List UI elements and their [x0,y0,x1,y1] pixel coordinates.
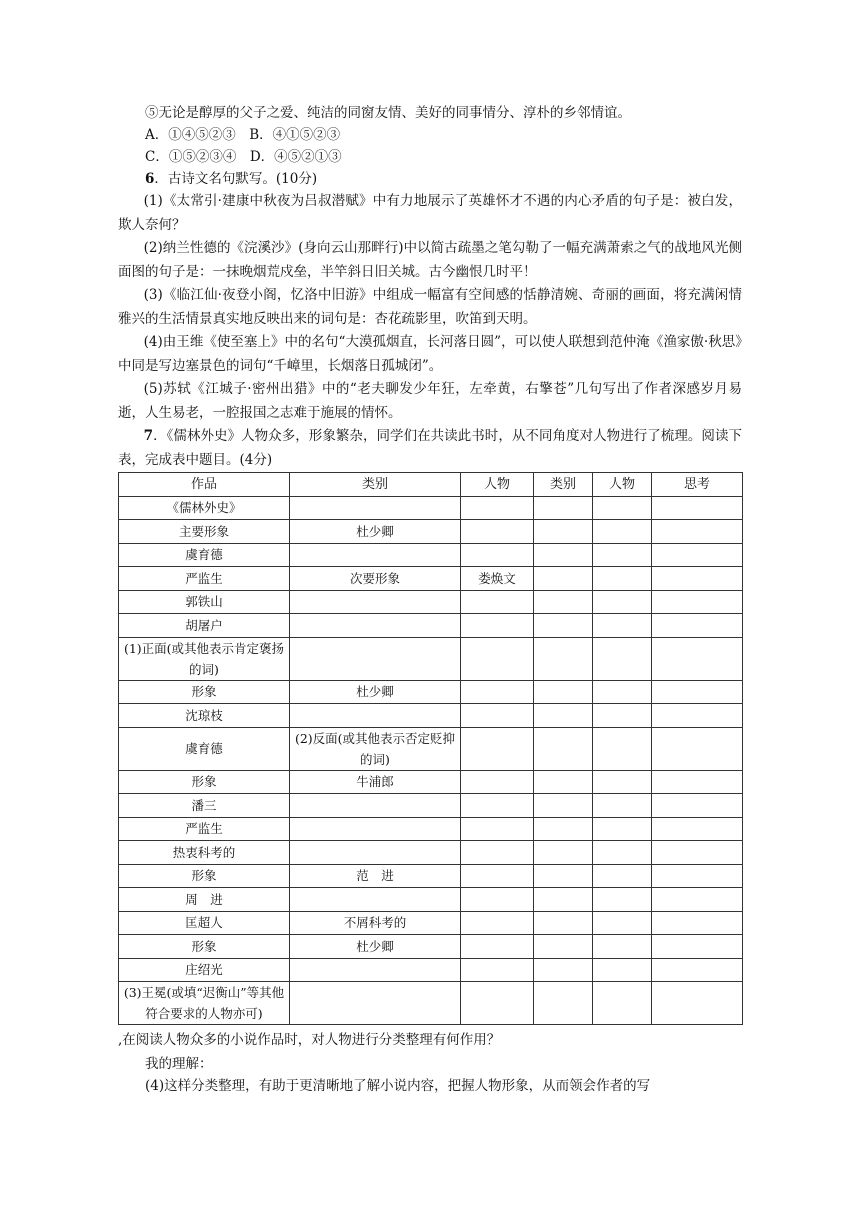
table-cell [652,727,743,770]
table-cell [290,637,461,680]
table-row [119,935,743,959]
table-cell [652,911,743,935]
q6-item-1: (1)《太常引·建康中秋夜为吕叔潜赋》中有力地展示了英雄怀才不遇的内心矛盾的句子是：被白发，欺人奈何？ [118,193,742,233]
table-cell [534,864,593,888]
table-cell: 不屑科考的 [290,911,461,935]
table-cell [593,982,652,1025]
q5-options-ab: A．①④⑤②③ B．④①⑤②③ [145,127,341,143]
answer-4: (4)这样分类整理，有助于更清晰地了解小说内容，把握人物形象，从而领会作者的写 [145,1077,651,1094]
table-cell [593,680,652,704]
table-cell [461,590,534,614]
table-cell [593,590,652,614]
table-cell: (2)反面(或其他表示否定贬抑的词) [290,727,461,770]
table-cell [534,590,593,614]
table-cell [593,794,652,818]
table-row [119,794,743,818]
table-cell: 形象 [119,680,290,704]
table-row [119,864,743,888]
table-cell: 匡超人 [119,911,290,935]
table-cell [534,982,593,1025]
table-cell [593,935,652,959]
table-cell [461,794,534,818]
table-cell [534,520,593,544]
table-cell [461,935,534,959]
table-cell [652,614,743,638]
table-cell: 虞育德 [119,727,290,770]
table-cell [534,637,593,680]
table-cell [461,520,534,544]
table-cell [652,590,743,614]
table-row [119,637,743,680]
table-cell [461,704,534,728]
table-cell [461,982,534,1025]
table-cell [593,841,652,865]
table-row [119,567,743,591]
table-cell [534,911,593,935]
characters-table [118,472,743,1025]
table-cell [534,680,593,704]
table-cell: 庄绍光 [119,958,290,982]
table-header-cell: 类别 [534,473,593,497]
table-cell [290,794,461,818]
table-row [119,817,743,841]
q6-item-4: (4)由王维《使至塞上》中的名句“大漠孤烟直，长河落日圆”，可以使人联想到范仲淹《渔家傲·秋思》中同是写边塞景色的词句“千嶂里，长烟落日孤城闭”。 [118,334,742,374]
table-cell [534,543,593,567]
table-cell [652,543,743,567]
table-cell [652,567,743,591]
table-cell [652,958,743,982]
table-cell [652,520,743,544]
table-cell [534,704,593,728]
table-cell [534,614,593,638]
table-cell: (1)正面(或其他表示肯定褒扬的词) [119,637,290,680]
q5-item5: ⑤无论是醇厚的父子之爱、纯洁的同窗友情、美好的同事情分、淳朴的乡邻情谊。 [145,105,631,121]
table-cell [290,982,461,1025]
table-row [119,520,743,544]
table-cell [652,864,743,888]
table-body [119,496,743,1025]
q7-number: 7 [143,428,154,444]
table-cell: 杜少卿 [290,520,461,544]
table-cell [461,680,534,704]
table-cell: 杜少卿 [290,935,461,959]
table-cell: 严监生 [119,567,290,591]
table-cell [534,770,593,794]
table-header-cell: 人物 [593,473,652,497]
table-cell [290,496,461,520]
table-cell [461,770,534,794]
table-cell [461,637,534,680]
table-row [119,614,743,638]
table-cell [290,543,461,567]
table-cell [593,704,652,728]
table-header-cell: 作品 [119,473,290,497]
after-table-question: ,在阅读人物众多的小说作品时，对人物进行分类整理有何作用？ [118,1032,501,1048]
table-row [119,590,743,614]
table-cell [652,888,743,912]
table-cell [593,958,652,982]
table-cell [461,496,534,520]
table-cell [652,496,743,520]
table-cell [593,614,652,638]
table-cell [290,590,461,614]
table-row [119,496,743,520]
table-cell [652,770,743,794]
table-cell [534,958,593,982]
table-cell [593,496,652,520]
q6-heading [118,168,742,190]
q6-number: 6 [145,171,155,187]
table-cell: 形象 [119,864,290,888]
table-cell [534,888,593,912]
table-cell [461,888,534,912]
q7-heading [118,425,742,472]
table-cell [534,817,593,841]
table-header-cell: 类别 [290,473,461,497]
table-cell: 次要形象 [290,567,461,591]
table-row [119,911,743,935]
table-cell [534,935,593,959]
table-cell [652,817,743,841]
table-row [119,543,743,567]
table-cell [652,680,743,704]
table-cell [593,543,652,567]
table-cell [534,841,593,865]
table-cell [652,704,743,728]
q6-title: ．古诗文名句默写。(10分) [154,171,318,187]
table-cell: 周 进 [119,888,290,912]
table-cell: 主要形象 [119,520,290,544]
table-cell: 虞育德 [119,543,290,567]
document-page [118,102,742,1097]
q6-item-5: (5)苏轼《江城子·密州出猎》中的“老夫聊发少年狂，左牵黄，右擎苍”几句写出了作者深感岁月易逝，人生易老，一腔报国之志难于施展的情怀。 [118,381,742,421]
table-cell [652,794,743,818]
table-cell [461,543,534,567]
q7-title: ．《儒林外史》人物众多，形象繁杂，同学们在共读此书时，从不同角度对人物进行了梳理。阅读下表，完成表中题目。(4分) [118,428,742,468]
table-cell: 胡屠户 [119,614,290,638]
table-row [119,704,743,728]
table-cell [652,637,743,680]
table-row [119,982,743,1025]
table-cell [461,727,534,770]
table-cell [461,817,534,841]
table-row [119,958,743,982]
table-cell: 范 进 [290,864,461,888]
table-cell [290,614,461,638]
table-cell [461,864,534,888]
table-cell [593,911,652,935]
table-cell [593,770,652,794]
q5-options-cd: C．①⑤②③④ D．④⑤②①③ [145,149,342,165]
table-cell [290,817,461,841]
table-cell [461,614,534,638]
table-cell [652,935,743,959]
q6-item-3: (3)《临江仙·夜登小阁，忆洛中旧游》中组成一幅富有空间感的恬静清婉、奇丽的画面，将充满闲情雅兴的生活情景真实地反映出来的词句是：杏花疏影里，吹笛到天明。 [118,287,742,327]
table-cell [593,817,652,841]
my-understanding-label: 我的理解： [145,1055,213,1072]
table-cell: 形象 [119,770,290,794]
table-cell [593,520,652,544]
q6-item-2: (2)纳兰性德的《浣溪沙》(身向云山那畔行)中以简古疏墨之笔勾勒了一幅充满萧索之气的战地风光侧面图的句子是：一抹晚烟荒戍垒，半竿斜日旧关城。古今幽恨几时平！ [118,240,742,280]
table-cell: 热衷科考的 [119,841,290,865]
table-cell: 沈琼枝 [119,704,290,728]
table-cell: 牛浦郎 [290,770,461,794]
table-cell [290,888,461,912]
table-cell [593,727,652,770]
table-cell [652,982,743,1025]
table-cell: 娄焕文 [461,567,534,591]
table-cell [593,567,652,591]
table-cell [534,794,593,818]
table-row [119,841,743,865]
table-cell: 潘三 [119,794,290,818]
table-cell [534,496,593,520]
table-cell [534,567,593,591]
table-cell [461,911,534,935]
table-cell [290,958,461,982]
table-header-cell: 人物 [461,473,534,497]
table-cell: 郭铁山 [119,590,290,614]
table-row [119,888,743,912]
table-row [119,770,743,794]
table-header-row [119,473,743,497]
table-header-cell: 思考 [652,473,743,497]
table-cell [290,704,461,728]
table-cell [290,841,461,865]
table-cell: 严监生 [119,817,290,841]
table-cell [461,958,534,982]
table-cell: 杜少卿 [290,680,461,704]
table-cell [534,727,593,770]
table-cell [593,637,652,680]
table-cell: 《儒林外史》 [119,496,290,520]
table-cell [652,841,743,865]
table-row [119,680,743,704]
table-cell [461,841,534,865]
table-cell: (3)王冕(或填“迟衡山”等其他符合要求的人物亦可) [119,982,290,1025]
table-row [119,727,743,770]
table-cell [593,864,652,888]
table-cell: 形象 [119,935,290,959]
table-cell [593,888,652,912]
